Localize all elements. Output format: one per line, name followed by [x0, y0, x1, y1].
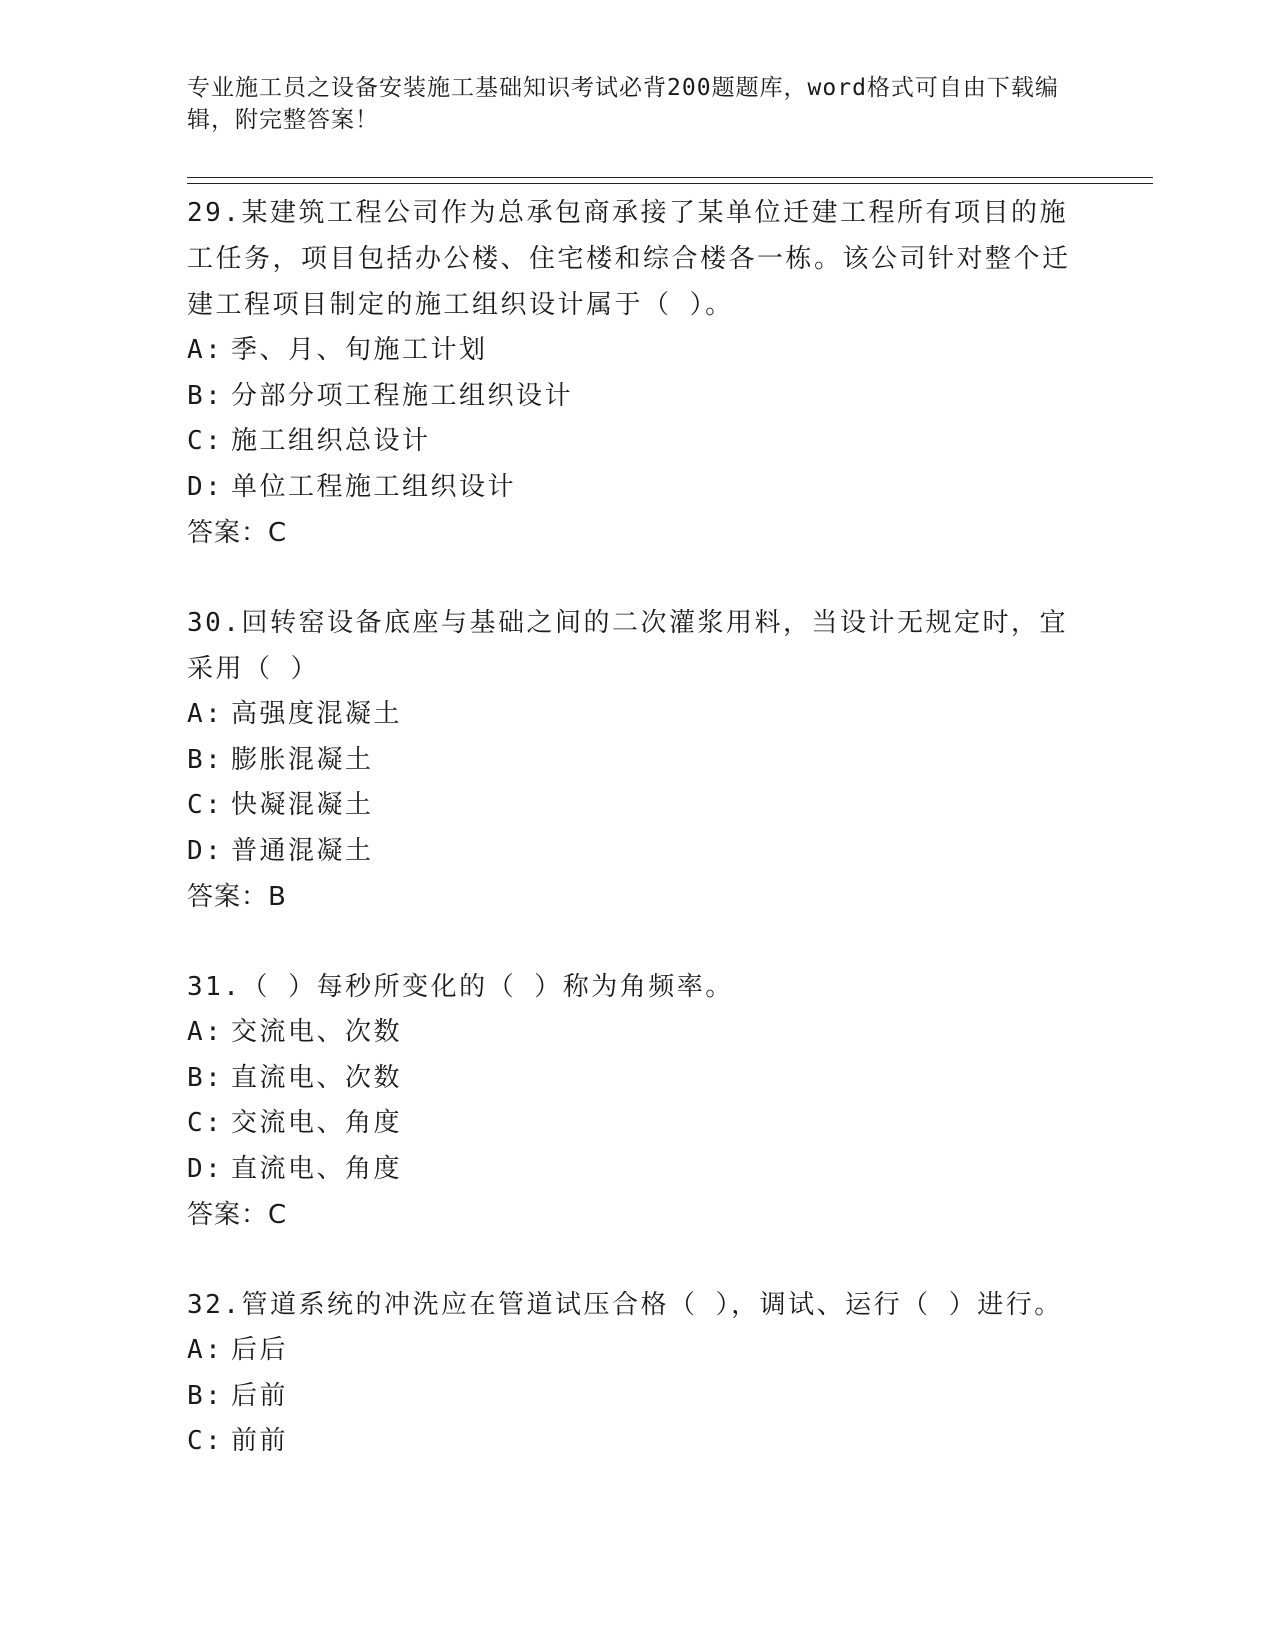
- option-a: [187, 1010, 1087, 1056]
- option-b: [187, 1056, 1087, 1102]
- question-stem: [187, 1282, 1087, 1328]
- option-c: [187, 1101, 1087, 1147]
- question-stem: [187, 964, 1087, 1010]
- answer-line: 答案：C: [187, 518, 288, 548]
- option-letter: B:: [187, 1380, 224, 1411]
- question-30: [187, 600, 1087, 920]
- option-letter: B:: [187, 1062, 224, 1093]
- option-b: [187, 374, 1087, 420]
- option-letter: A:: [187, 335, 224, 365]
- option-text: 单位工程施工组织设计: [231, 471, 517, 502]
- question-list: [187, 190, 1087, 1465]
- option-b: [187, 738, 1087, 784]
- option-text: 膨胀混凝土: [231, 744, 374, 775]
- question-29: [187, 190, 1087, 556]
- option-letter: A:: [187, 1017, 224, 1047]
- question-spacer: [187, 556, 1087, 600]
- answer-line: 答案：C: [187, 1200, 288, 1230]
- option-a: [187, 328, 1087, 374]
- question-number: 31.: [187, 972, 242, 1002]
- option-letter: D:: [187, 1153, 224, 1184]
- option-text: 后前: [231, 1380, 289, 1411]
- option-b: [187, 1374, 1087, 1420]
- option-a: [187, 692, 1087, 738]
- option-text: 交流电、角度: [231, 1108, 403, 1138]
- option-letter: B:: [187, 380, 224, 411]
- option-text: 普通混凝土: [231, 835, 374, 866]
- answer-line: 答案：B: [187, 882, 287, 912]
- option-text: 快凝混凝土: [231, 790, 374, 820]
- option-d: [187, 829, 1087, 875]
- option-text: 季、月、旬施工计划: [231, 335, 488, 365]
- question-32: [187, 1282, 1087, 1465]
- option-letter: C:: [187, 426, 224, 456]
- question-text: （ ）每秒所变化的（ ）称为角频率。: [241, 972, 734, 1002]
- question-text: 某建筑工程公司作为总承包商承接了某单位迁建工程所有项目的施工任务，项目包括办公楼、住宅楼和综合楼各一栋。该公司针对整个迁建工程项目制定的施工组织设计属于（ ）。: [187, 198, 1071, 320]
- question-text: 管道系统的冲洗应在管道试压合格（ ），调试、运行（ ）进行。: [241, 1290, 1063, 1320]
- option-letter: C:: [187, 1108, 224, 1138]
- question-spacer: [187, 1238, 1087, 1282]
- question-stem: [187, 190, 1087, 328]
- option-text: 高强度混凝土: [231, 699, 403, 729]
- option-text: 前前: [231, 1426, 289, 1456]
- option-c: [187, 783, 1087, 829]
- question-stem: [187, 600, 1087, 692]
- question-number: 30.: [187, 608, 242, 638]
- option-text: 交流电、次数: [231, 1017, 403, 1047]
- header-rule-bottom: [187, 183, 1153, 184]
- option-c: [187, 1419, 1087, 1465]
- option-text: 后后: [231, 1335, 289, 1365]
- document-header-title: 专业施工员之设备安装施工基础知识考试必背200题题库，word格式可自由下载编辑，附完整答案！: [187, 75, 1059, 133]
- option-letter: C:: [187, 790, 224, 820]
- option-c: [187, 419, 1087, 465]
- option-text: 分部分项工程施工组织设计: [231, 380, 574, 411]
- option-letter: C:: [187, 1426, 224, 1456]
- question-text: 回转窑设备底座与基础之间的二次灌浆用料，当设计无规定时，宜采用（ ）: [187, 608, 1068, 684]
- question-number: 29.: [187, 198, 242, 228]
- option-letter: B:: [187, 744, 224, 775]
- header-rule-top: [187, 177, 1153, 178]
- option-letter: D:: [187, 835, 224, 866]
- option-text: 直流电、次数: [231, 1062, 403, 1093]
- question-spacer: [187, 920, 1087, 964]
- question-number: 32.: [187, 1290, 242, 1320]
- option-a: [187, 1328, 1087, 1374]
- option-letter: A:: [187, 699, 224, 729]
- option-letter: D:: [187, 471, 224, 502]
- option-d: [187, 1147, 1087, 1193]
- option-d: [187, 465, 1087, 511]
- question-31: [187, 964, 1087, 1238]
- option-letter: A:: [187, 1335, 224, 1365]
- option-text: 施工组织总设计: [231, 426, 431, 456]
- option-text: 直流电、角度: [231, 1153, 403, 1184]
